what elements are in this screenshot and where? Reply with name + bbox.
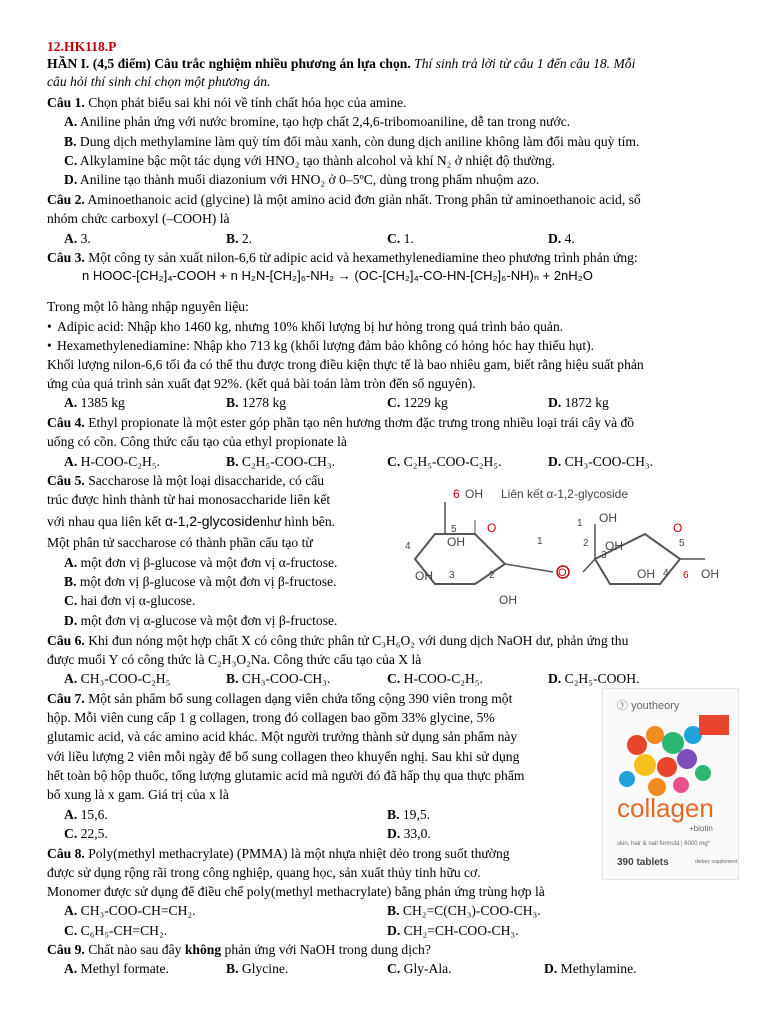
- q3-intro: Trong một lô hàng nhập nguyên liệu:: [47, 299, 249, 314]
- q1-option-a[interactable]: [64, 113, 570, 130]
- option-letter: B.: [64, 574, 77, 589]
- question-stem: Một sản phẩm bổ sung collagen dạng viên chứa tổng cộng 390 viên trong một: [88, 691, 513, 706]
- option-text: 1385 kg: [80, 395, 125, 410]
- q1-option-c[interactable]: [64, 152, 555, 169]
- q9-option-d[interactable]: [544, 960, 637, 977]
- hydroxyl-label: OH: [605, 539, 623, 553]
- option-letter: C.: [64, 153, 78, 168]
- question-4-stem-2: uống có cồn. Công thức cấu tạo của ethyl propionate là: [47, 434, 347, 449]
- q3-option-a[interactable]: [64, 394, 125, 411]
- colorful-dots-graphic: [619, 726, 711, 796]
- option-letter: C.: [387, 395, 401, 410]
- option-text: C₂H₅-COO-CH₃.: [241, 454, 336, 469]
- q6-option-c[interactable]: [387, 670, 483, 687]
- option-letter: A.: [64, 961, 78, 976]
- hydroxyl-label: OH: [499, 593, 517, 607]
- option-text: 33,0.: [403, 826, 431, 841]
- option-text: một đơn vị β-glucose và một đơn vị β-fructose.: [79, 574, 337, 589]
- option-text: CH₂=C(CH₃)-COO-CH₃.: [402, 903, 541, 918]
- bullet-icon: •: [47, 338, 52, 353]
- option-letter: D.: [387, 923, 401, 938]
- product-name: collagen: [617, 793, 714, 823]
- option-letter: A.: [64, 807, 78, 822]
- ring-oxygen: O: [673, 521, 683, 535]
- q3-bullet-2: [47, 337, 594, 354]
- option-text: Methyl formate.: [80, 961, 169, 976]
- option-letter: D.: [64, 172, 78, 187]
- hydroxyl-label: OH: [701, 567, 719, 581]
- q9-option-a[interactable]: [64, 960, 169, 977]
- option-text: CH₃-COO-C₂H₅: [80, 671, 171, 686]
- q2-option-a[interactable]: [64, 230, 91, 247]
- stem-text: Chất nào sau đây: [88, 942, 182, 957]
- stem-text: như hình bên.: [260, 514, 336, 529]
- badge: [699, 715, 729, 735]
- part-heading: [47, 55, 635, 72]
- reaction-equation: n HOOC-[CH₂]₄-COOH + n H₂N-[CH₂]₆-NH₂ → (OC-[CH₂]₄-CO-HN-[CH₂]₆-NH)ₙ + 2nH₂O: [82, 268, 593, 283]
- option-letter: A.: [64, 555, 78, 570]
- question-stem: Aminoethanoic acid (glycine) là một amino acid đơn giản nhất. Trong phân tử aminoethanoic acid, số: [87, 192, 641, 207]
- stem-text: với nhau qua liên kết: [47, 514, 162, 529]
- question-1: [47, 94, 406, 111]
- brand-logo: ⓨ youtheory: [617, 700, 680, 712]
- q8-option-c[interactable]: [64, 922, 167, 939]
- q4-option-c[interactable]: [387, 453, 502, 470]
- option-text: C₂H₅-COOH.: [564, 671, 640, 686]
- q3-option-b[interactable]: [226, 394, 286, 411]
- q4-option-a[interactable]: [64, 453, 160, 470]
- option-text: 1278 kg: [241, 395, 287, 410]
- saccharose-structure-diagram: [405, 484, 723, 614]
- option-letter: D.: [64, 613, 78, 628]
- q3-bullet-1: [47, 318, 563, 335]
- option-letter: C.: [64, 593, 78, 608]
- q2-option-d[interactable]: [548, 230, 575, 247]
- question-label: Câu 6.: [47, 633, 85, 648]
- option-text: Dung dịch methylamine làm quỳ tím đổi màu xanh, còn dung dịch aniline không làm đổi màu quỳ tím.: [79, 134, 640, 149]
- bullet-text: Hexamethylenediamine: Nhập kho 713 kg (khối lượng đảm bảo không có hỏng hóc hay thiếu hụt).: [57, 338, 595, 353]
- question-stem: Ethyl propionate là một ester góp phần tạo nên hương thơm đặc trưng trong nhiều loại trái cây và đồ: [88, 415, 635, 430]
- q7-option-d[interactable]: [387, 825, 431, 842]
- option-text: 1229 kg: [403, 395, 448, 410]
- q9-option-b[interactable]: [226, 960, 288, 977]
- q8-option-d[interactable]: [387, 922, 519, 939]
- option-letter: B.: [387, 807, 400, 822]
- option-text: 1872 kg: [564, 395, 609, 410]
- q8-option-b[interactable]: [387, 902, 541, 919]
- question-3: [47, 249, 638, 266]
- product-sub: +biotin: [689, 824, 713, 833]
- option-text: CH₂=CH-COO-CH₃.: [403, 923, 519, 938]
- carbon-number: 5: [451, 524, 457, 535]
- hydroxyl-label: OH: [599, 511, 617, 525]
- question-stem: Một công ty sản xuất nilon-6,6 từ adipic acid và hexamethylenediamine theo phương trình phản ứng:: [88, 250, 638, 265]
- question-5: [47, 472, 324, 489]
- option-text: 15,6.: [80, 807, 108, 822]
- hydroxyl-label: OH: [637, 567, 655, 581]
- option-letter: C.: [64, 826, 78, 841]
- q5-option-b[interactable]: [64, 573, 337, 590]
- question-stem: Chọn phát biểu sai khi nói về tính chất hóa học của amine.: [88, 95, 407, 110]
- question-4: [47, 414, 634, 431]
- option-letter: A.: [64, 671, 78, 686]
- option-text: Aniline tạo thành muối diazonium với HNO₂ ở 0–5ºC, dùng trong phẩm nhuộm azo.: [79, 172, 540, 187]
- option-text: một đơn vị α-glucose và một đơn vị β-fructose.: [80, 613, 338, 628]
- option-text: 1.: [403, 231, 414, 246]
- option-letter: A.: [64, 454, 78, 469]
- option-letter: B.: [226, 454, 239, 469]
- question-label: Câu 3.: [47, 250, 85, 265]
- q5-option-d[interactable]: [64, 612, 337, 629]
- question-label: Câu 2.: [47, 192, 85, 207]
- question-7-line: hộp. Mỗi viên cung cấp 1 g collagen, trong đó collagen bao gồm 33% glycine, 5%: [47, 710, 495, 725]
- option-letter: C.: [387, 671, 401, 686]
- question-8: [47, 845, 510, 862]
- carbon-number: 4: [405, 541, 411, 552]
- question-6: [47, 632, 628, 649]
- carbon-number: 1: [577, 518, 583, 529]
- linkage-term: α-1,2-glycoside: [164, 513, 261, 529]
- question-stem: Saccharose là một loại disaccharide, có cấu: [88, 473, 325, 488]
- carbon-number: 5: [679, 538, 685, 549]
- option-letter: C.: [387, 454, 401, 469]
- option-text: 22,5.: [80, 826, 108, 841]
- question-stem: Khi đun nóng một hợp chất X có công thức phân tử C₃H₆O₂ với dung dịch NaOH dư, phản ứng thu: [88, 633, 629, 648]
- question-9: [47, 941, 431, 958]
- exam-code: 12.HK118.P: [47, 39, 117, 54]
- bullet-text: Adipic acid: Nhập kho 1460 kg, nhưng 10% khối lượng bị hư hỏng trong quá trình bảo quản.: [57, 319, 564, 334]
- option-letter: A.: [64, 114, 78, 129]
- q7-option-c[interactable]: [64, 825, 108, 842]
- option-text: CH₃-COO-CH=CH₂.: [80, 903, 196, 918]
- q5-option-c[interactable]: [64, 592, 195, 609]
- carbon-number: 1: [537, 536, 543, 547]
- q4-option-b[interactable]: [226, 453, 335, 470]
- glycosidic-oxygen-label: O: [558, 567, 567, 579]
- option-text: Methylamine.: [560, 961, 637, 976]
- option-text: C₆H₅-CH=CH₂.: [80, 923, 168, 938]
- hydroxyl-label: OH: [447, 535, 465, 549]
- option-letter: D.: [548, 671, 562, 686]
- q6-option-a[interactable]: [64, 670, 170, 687]
- q9-option-c[interactable]: [387, 960, 452, 977]
- option-text: H-COO-C₂H₅.: [403, 671, 483, 686]
- q5-option-a[interactable]: [64, 554, 337, 571]
- question-7: [47, 690, 512, 707]
- option-letter: B.: [226, 231, 239, 246]
- product-detail: skin, hair & nail formula | 6000 mg*: [617, 841, 710, 847]
- hydroxyl-label: OH: [415, 569, 433, 583]
- carbon-number: 3: [601, 550, 607, 561]
- q6-option-d[interactable]: [548, 670, 639, 687]
- question-label: Câu 9.: [47, 942, 85, 957]
- option-text: hai đơn vị α-glucose.: [80, 593, 196, 608]
- option-letter: D.: [548, 395, 562, 410]
- q1-option-d[interactable]: [64, 171, 539, 188]
- option-text: 19,5.: [402, 807, 431, 822]
- option-text: H-COO-C₂H₅.: [80, 454, 160, 469]
- q3-option-d[interactable]: [548, 394, 609, 411]
- question-7-line: glutamic acid, và các amino acid khác. Một người trưởng thành sử dụng sản phẩm này: [47, 729, 518, 744]
- option-text: C₂H₅-COO-C₂H₅.: [403, 454, 502, 469]
- option-letter: D.: [548, 231, 562, 246]
- question-5-stem-4: Một phân tử saccharose có thành phần cấu tạo từ: [47, 535, 313, 550]
- carbon-number: 2: [583, 538, 589, 549]
- question-2: [47, 191, 641, 208]
- question-label: Câu 8.: [47, 846, 85, 861]
- option-letter: A.: [64, 231, 78, 246]
- option-letter: D.: [548, 454, 562, 469]
- option-letter: D.: [544, 961, 558, 976]
- q1-option-b[interactable]: [64, 133, 639, 150]
- stem-emphasis: không: [184, 942, 222, 957]
- question-7-line: hết toàn bộ hộp thuốc, tổng lượng glutamic acid mà người đó đã hấp thụ qua thực phẩm: [47, 768, 525, 783]
- option-letter: A.: [64, 395, 78, 410]
- question-8-line: được sử dụng rộng rãi trong công nghiệp, quang học, sản xuất thủy tinh hữu cơ.: [47, 865, 481, 880]
- question-stem: Poly(methyl methacrylate) (PMMA) là một nhựa nhiệt dẻo trong suốt thường: [88, 846, 510, 861]
- option-text: Aniline phản ứng với nước bromine, tạo hợp chất 2,4,6-tribomoaniline, dễ tan trong nước.: [79, 114, 571, 129]
- collagen-product-image: [602, 688, 739, 880]
- carbon-number: 3: [449, 570, 455, 581]
- option-text: Gly-Ala.: [403, 961, 452, 976]
- option-letter: B.: [226, 395, 239, 410]
- question-5-stem-3: [47, 513, 335, 530]
- option-letter: C.: [387, 231, 401, 246]
- option-letter: B.: [226, 961, 239, 976]
- q3-question-1: Khối lượng nilon-6,6 tối đa có thể thu được trong điều kiện thực tế là bao nhiêu gam, biết rằng hiệu suất phản: [47, 357, 644, 372]
- question-8-line: Monomer được sử dụng để điều chế poly(methyl methacrylate) bằng phản ứng trùng hợp là: [47, 884, 545, 899]
- diagram-title: Liên kết α-1,2-glycoside: [501, 487, 629, 501]
- question-label: Câu 1.: [47, 95, 85, 110]
- q6-option-b[interactable]: [226, 670, 330, 687]
- carbon-number: 4: [663, 568, 669, 579]
- tablet-count: 390 tablets: [617, 857, 669, 868]
- option-text: 3.: [80, 231, 91, 246]
- bullet-icon: •: [47, 319, 52, 334]
- q7-option-b[interactable]: [387, 806, 430, 823]
- question-label: Câu 7.: [47, 691, 85, 706]
- option-text: 2.: [241, 231, 253, 246]
- q2-option-b[interactable]: [226, 230, 252, 247]
- carbon-number: 6: [683, 570, 689, 581]
- question-label: Câu 4.: [47, 415, 85, 430]
- q4-option-d[interactable]: [548, 453, 653, 470]
- option-letter: C.: [64, 923, 78, 938]
- ring-oxygen: O: [487, 521, 497, 535]
- q8-option-a[interactable]: [64, 902, 196, 919]
- option-text: CH₃-COO-CH₃.: [241, 671, 331, 686]
- option-letter: C.: [387, 961, 401, 976]
- option-letter: A.: [64, 903, 78, 918]
- question-6-stem-2: được muối Y có công thức là C₂H₃O₂Na. Công thức cấu tạo của X là: [47, 652, 422, 667]
- option-letter: B.: [226, 671, 239, 686]
- supplement-label: dietary supplement: [695, 859, 738, 865]
- q7-option-a[interactable]: [64, 806, 108, 823]
- question-5-stem-2: trúc được hình thành từ hai monosaccharide liên kết: [47, 492, 331, 507]
- hydroxyl-label: OH: [465, 487, 483, 501]
- option-letter: B.: [387, 903, 400, 918]
- option-text: Glycine.: [241, 961, 289, 976]
- option-text: 4.: [564, 231, 575, 246]
- question-7-line: bổ xung là x gam. Giá trị của x là: [47, 787, 229, 802]
- carbon-number: 2: [489, 570, 495, 581]
- option-letter: D.: [387, 826, 401, 841]
- q3-question-2: ứng của quá trình sản xuất đạt 92%. (kết quả bài toán làm tròn đến số nguyên).: [47, 376, 476, 391]
- option-text: một đơn vị β-glucose và một đơn vị α-fructose.: [80, 555, 338, 570]
- question-7-line: với liều lượng 2 viên mỗi ngày để bổ sung collagen theo khuyến nghị. Sau khi sử dụng: [47, 749, 520, 764]
- stem-text: phản ứng với NaOH trong dung dịch?: [224, 942, 431, 957]
- question-2-stem-2: nhóm chức carboxyl (–COOH) là: [47, 211, 230, 226]
- carbon-number: 6: [453, 487, 460, 501]
- option-text: CH₃-COO-CH₃.: [564, 454, 654, 469]
- part-instruction-2: câu hỏi thí sinh chỉ chọn một phương án.: [47, 74, 271, 89]
- part-title: HẦN I. (4,5 điểm) Câu trắc nghiệm nhiều phương án lựa chọn.: [47, 56, 411, 71]
- part-instruction: Thí sinh trả lời từ câu 1 đến câu 18. Mỗi: [414, 56, 636, 71]
- q2-option-c[interactable]: [387, 230, 414, 247]
- question-label: Câu 5.: [47, 473, 85, 488]
- option-text: Alkylamine bậc một tác dụng với HNO₂ tạo thành alcohol và khí N₂ ở nhiệt độ thường.: [79, 153, 556, 168]
- option-letter: B.: [64, 134, 77, 149]
- q3-option-c[interactable]: [387, 394, 448, 411]
